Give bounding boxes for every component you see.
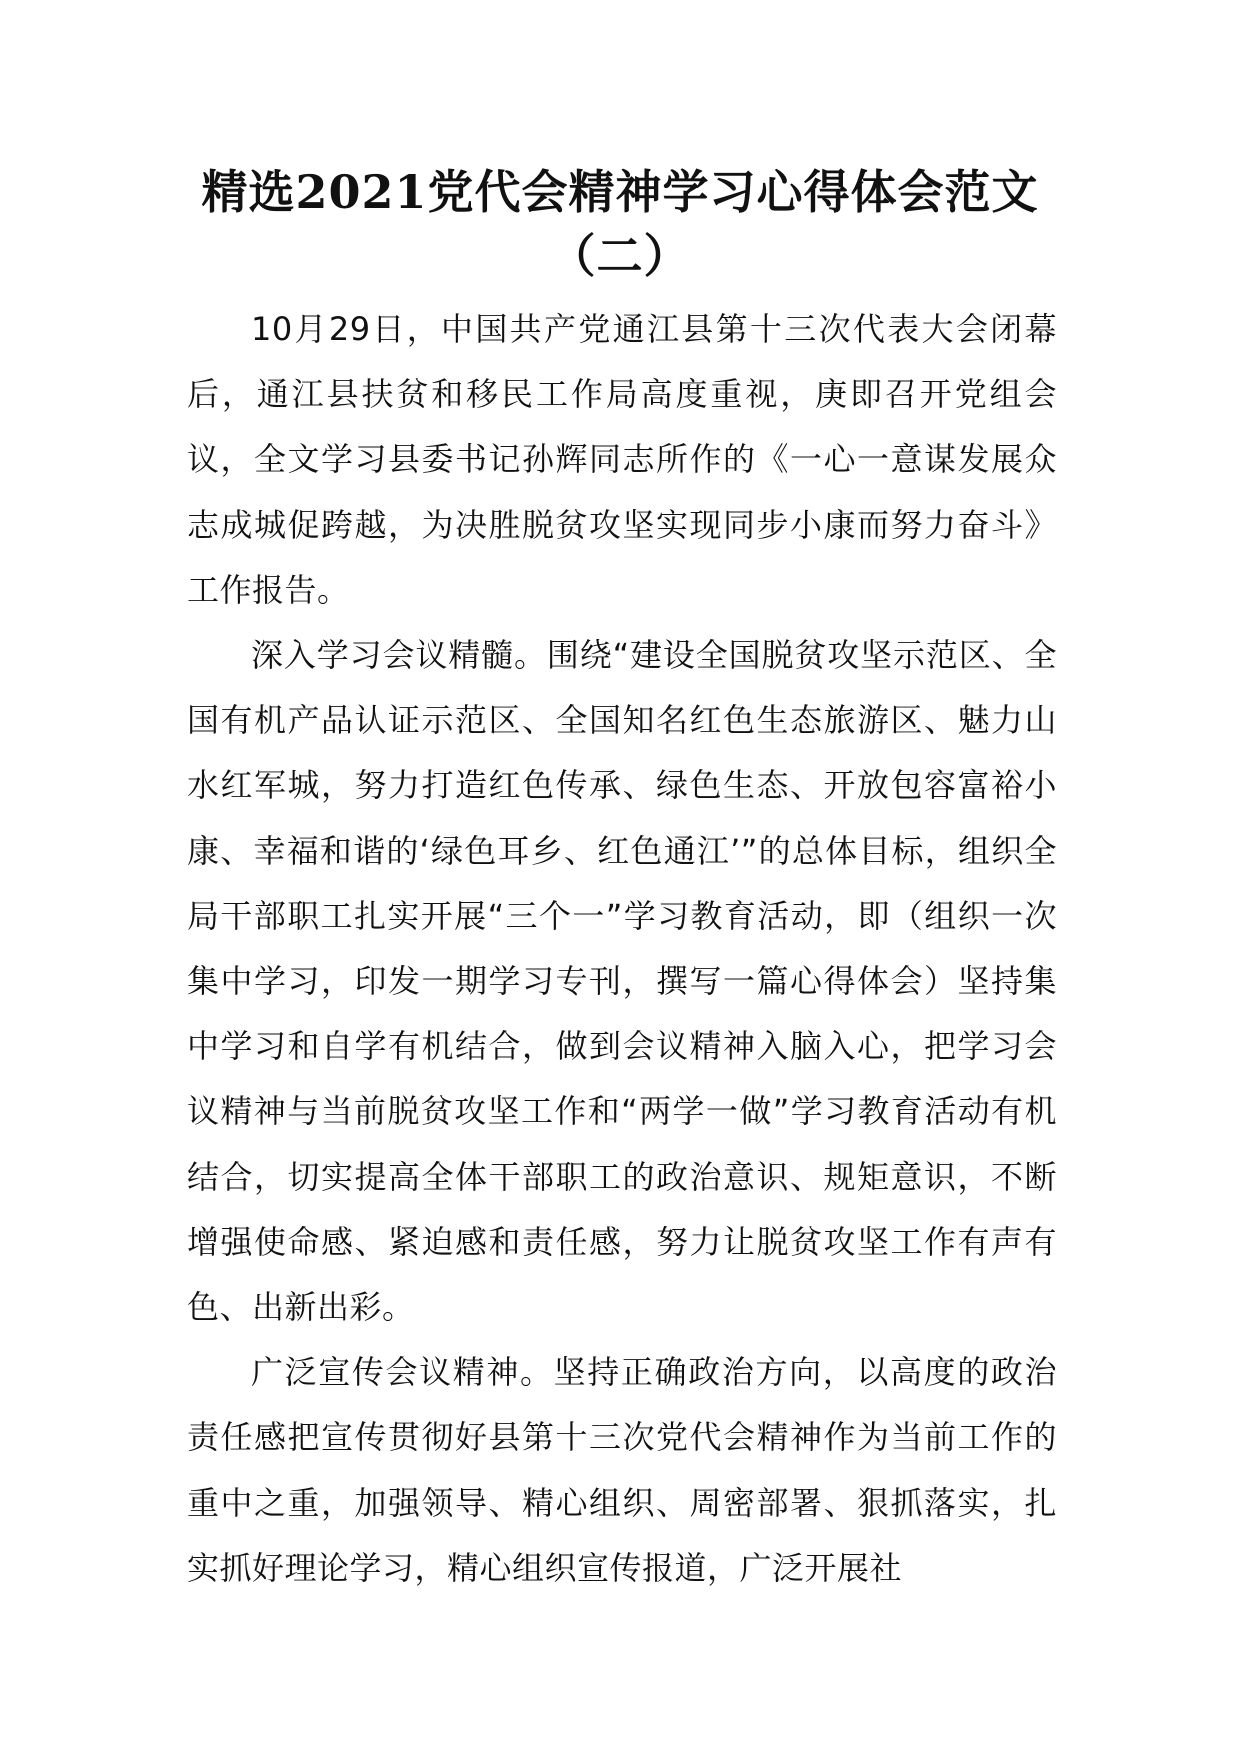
title-line-2: （二）	[549, 229, 691, 283]
paragraph-2: 深入学习会议精髓。围绕“建设全国脱贫攻坚示范区、全国有机产品认证示范区、全国知名红色生态旅游区、魅力山水红军城，努力打造红色传承、绿色生态、开放包容富裕小康、幸福和谐的‘绿色耳乡、红色通江’”的总体目标，组织全局干部职工扎实开展“三个一”学习教育活动，即（组织一次集中学习，印发一期学习专刊，撰写一篇心得体会）坚持集中学习和自学有机结合，做到会议精神入脑入心，把学习会议精神与当前脱贫攻坚工作和“两学一做”学习教育活动有机结合，切实提高全体干部职工的政治意识、规矩意识，不断增强使命感、紧迫感和责任感，努力让脱贫攻坚工作有声有色、出新出彩。	[187, 636, 1057, 1327]
paragraph-1: 10月29日，中国共产党通江县第十三次代表大会闭幕后，通江县扶贫和移民工作局高度重视，庚即召开党组会议，全文学习县委书记孙辉同志所作的《一心一意谋发展众志成城促跨越，为决胜脱贫攻坚实现同步小康而努力奋斗》工作报告。	[187, 310, 1057, 609]
document-title	[150, 160, 1090, 288]
paragraph-3: 广泛宣传会议精神。坚持正确政治方向，以高度的政治责任感把宣传贯彻好县第十三次党代会精神作为当前工作的重中之重，加强领导、精心组织、周密部署、狠抓落实，扎实抓好理论学习，精心组织宣传报道，广泛开展社	[187, 1353, 1057, 1587]
document-body	[187, 297, 1057, 1601]
title-line-1: 精选2021党代会精神学习心得体会范文	[201, 165, 1039, 219]
